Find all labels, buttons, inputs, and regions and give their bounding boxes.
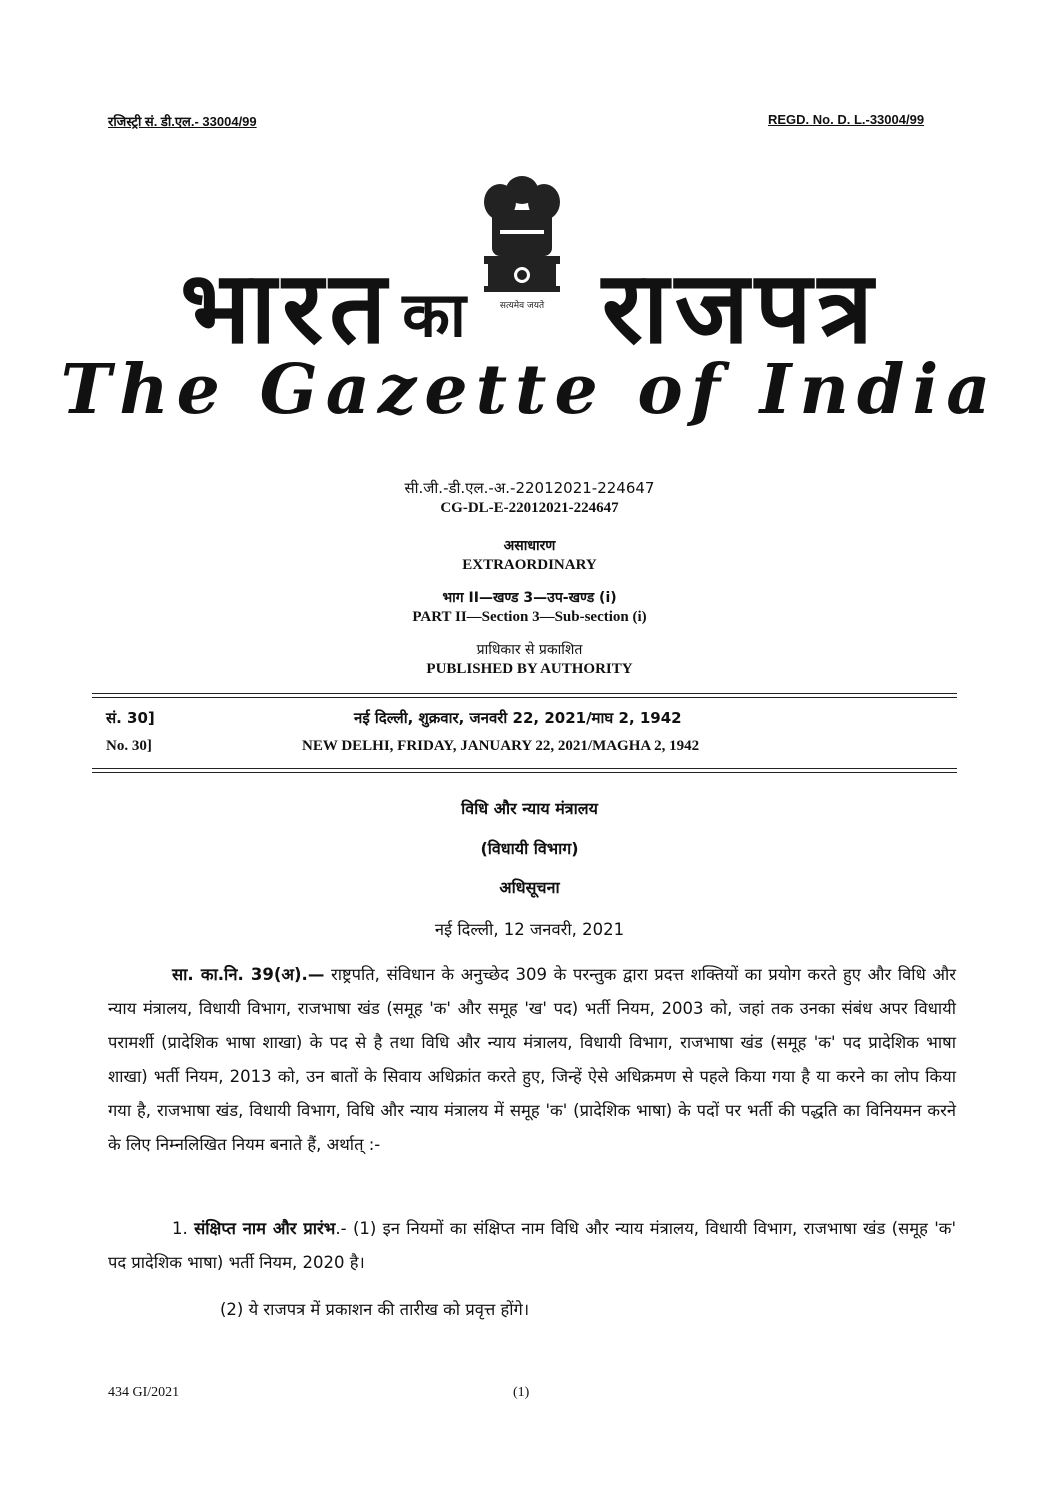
notification-paragraph	[108, 958, 956, 1162]
authority-hindi: प्राधिकार से प्रकाशित	[476, 642, 583, 658]
hindi-title-ka: का	[402, 277, 472, 351]
gsr-number: सा. का.नि. 39(अ).—	[172, 965, 325, 984]
page-number: (1)	[513, 1385, 530, 1400]
issue-date-hindi: नई दिल्ली, शुक्रवार, जनवरी 22, 2021/माघ 2, 1942	[354, 709, 682, 727]
rule-1-number: 1.	[172, 1219, 195, 1238]
gazette-part-english: PART II—Section 3—Sub-section (i)	[412, 609, 647, 625]
notification-heading: अधिसूचना	[499, 878, 560, 897]
rule-1-subrule-2: (2) ये राजपत्र में प्रकाशन की तारीख को प्रवृत्त होंगे।	[220, 1300, 530, 1319]
gazette-code-english: CG-DL-E-22012021-224647	[440, 500, 619, 516]
authority-english: PUBLISHED BY AUTHORITY	[426, 661, 633, 677]
paragraph-text: राष्ट्रपति, संविधान के अनुच्छेद 309 के परन्तुक द्वारा प्रदत्त शक्तियों का प्रयोग करते हुए और विधि और न्याय मंत्रालय, विधायी विभाग, राजभाषा खंड (समूह 'क' और समूह 'ख' पद) भर्ती नियम, 2003 को, जहां तक उनका संबंध अपर विधायी परामर्शी (प्रादेशिक भाषा शाखा) के पद से है तथा विधि और न्याय मंत्रालय, विधायी विभाग, राजभाषा खंड (समूह 'क' पद प्रादेशिक भाषा शाखा) भर्ती नियम, 2013 को, उन बातों के सिवाय अधिक्रांत करते हुए, जिन्हें ऐसे अधिक्रमण से पहले किया गया है या करने का लोप किया गया है, राजभाषा खंड, विधायी विभाग, विधि और न्याय मंत्रालय में समूह 'क' (प्रादेशिक भाषा) के पदों पर भर्ती की पद्धति का विनियमन करने के लिए निम्नलिखित नियम बनाते हैं, अर्थात् :-	[108, 965, 956, 1154]
rule-1-heading: संक्षिप्त नाम और प्रारंभ	[194, 1219, 336, 1238]
footer-code: 434 GI/2021	[108, 1385, 180, 1400]
divider-top-2	[92, 697, 957, 698]
emblem-motto: सत्यमेव जयते	[499, 301, 545, 311]
registration-number-english: REGD. No. D. L.-33004/99	[768, 112, 925, 127]
rule-1	[108, 1212, 956, 1280]
issue-number-hindi: सं. 30]	[106, 709, 155, 727]
divider-bottom-1	[92, 768, 957, 769]
issue-number-english: No. 30]	[106, 738, 152, 754]
rule-1-text: .- (1) इन नियमों का संक्षिप्त नाम विधि और न्याय मंत्रालय, विधायी विभाग, राजभाषा खंड (समूह 'क' पद प्रादेशिक भाषा) भर्ती नियम, 2020 है।	[108, 1219, 956, 1272]
gazette-code-hindi: सी.जी.-डी.एल.-अ.-22012021-224647	[404, 479, 655, 497]
department-name: (विधायी विभाग)	[480, 839, 579, 858]
gazette-type-hindi: असाधारण	[503, 538, 556, 554]
gazette-type-english: EXTRAORDINARY	[462, 557, 597, 573]
hindi-title-bharat: भारत	[180, 249, 393, 366]
divider-bottom-2	[92, 772, 957, 773]
registration-number-hindi: रजिस्ट्री सं. डी.एल.- 33004/99	[108, 114, 257, 129]
gazette-english-title: The Gazette of India	[60, 350, 999, 430]
ministry-name: विधि और न्याय मंत्रालय	[461, 799, 598, 818]
hindi-title-rajpatra: राजपत्र	[601, 249, 879, 366]
notification-place-date: नई दिल्ली, 12 जनवरी, 2021	[434, 920, 625, 939]
issue-date-english: NEW DELHI, FRIDAY, JANUARY 22, 2021/MAGHA 2, 1942	[302, 738, 700, 754]
divider-top-1	[92, 693, 957, 694]
gazette-part-hindi: भाग II—खण्ड 3—उप-खण्ड (i)	[442, 590, 617, 606]
gazette-hindi-title	[0, 249, 1059, 366]
